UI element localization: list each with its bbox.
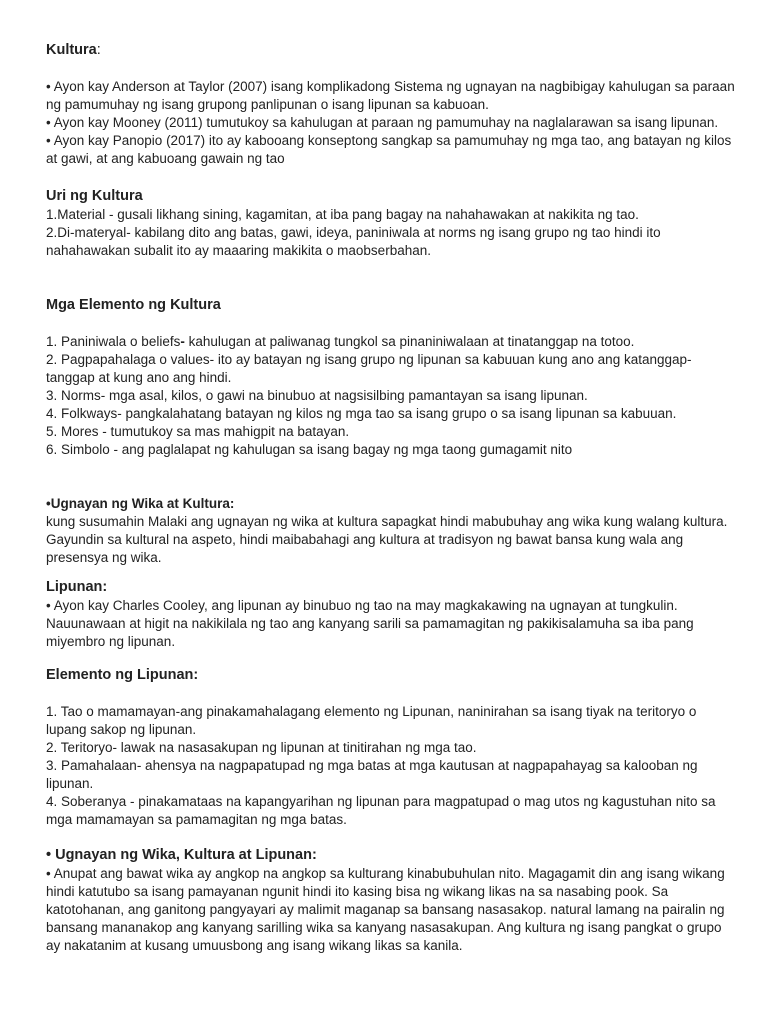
section-ugnayan-wika-kultura [46,495,736,567]
section-lipunan [46,577,736,651]
ugnayan-all-heading: • Ugnayan ng Wika, Kultura at Lipunan: [46,847,317,863]
kultura-item-2: • Ayon kay Mooney (2011) tumutukoy sa kahulugan at paraan ng pamumuhay na naglalarawan sa isang lipunan. [46,115,719,130]
lipunan-body: • Ayon kay Charles Cooley, ang lipunan ay binubuo ng tao na may magkakawing na ugnayan at tungkulin. Nauunawaan at higit na nakikilala ng tao ang kanyang sarili sa pamamagitan ng pakikisalamuha sa iba pang miyembro ng lipunan. [46,598,694,649]
elemento-kultura-heading: Mga Elemento ng Kultura [46,297,221,313]
kultura-item-3: • Ayon kay Panopio (2017) ito ay kabooang konseptong sangkap sa pamumuhay ng mga tao, ang batayan ng kilos at gawi, at ang kabuoang gawain ng tao [46,133,732,166]
ugnayan-wika-kultura-body: kung susumahin Malaki ang ugnayan ng wika at kultura sapagkat hindi mabubuhay ang wika kung walang kultura. Gayundin sa kultural na aspeto, hindi maibabahagi ang kultura at tradisyon ng bawat bansa kung wala ang presensya ng wika. [46,514,728,565]
elemento-lipunan-item-2: 2. Teritoryo- lawak na nasasakupan ng lipunan at tinitirahan ng mga tao. [46,740,477,755]
elemento-kultura-item-1-dash: - [180,334,185,349]
section-kultura [46,40,736,168]
ugnayan-wika-kultura-heading: •Ugnayan ng Wika at Kultura: [46,496,235,511]
elemento-lipunan-item-4: 4. Soberanya - pinakamataas na kapangyarihan ng lipunan para magpatupad o mag utos ng kagustuhan nito sa mga mamamayan sa pamamagitan ng mga batas. [46,794,716,827]
uri-item-2: 2.Di-materyal- kabilang dito ang batas, gawi, ideya, paniniwala at norms ng isang grupo ng tao hindi ito nahahawakan subalit ito ay maaaring makikita o maobserbahan. [46,225,661,258]
lipunan-heading: Lipunan: [46,579,108,595]
elemento-kultura-item-6: 6. Simbolo - ang paglalapat ng kahulugan sa isang bagay ng mga taong gumagamit nito [46,442,573,457]
elemento-kultura-item-3: 3. Norms- mga asal, kilos, o gawi na binubuo at nagsisilbing pamantayan sa isang lipunan. [46,388,588,403]
elemento-kultura-item-1 [46,333,736,351]
kultura-heading-line [46,40,736,60]
elemento-lipunan-item-1: 1. Tao o mamamayan-ang pinakamahalagang elemento ng Lipunan, naninirahan sa isang tiyak na teritoryo o lupang sakop ng lipunan. [46,704,697,737]
elemento-kultura-item-5: 5. Mores - tumutukoy sa mas mahigpit na batayan. [46,424,350,439]
elemento-lipunan-item-3: 3. Pamahalaan- ahensya na nagpapatupad ng mga batas at mga kautusan at nagpapahayag sa kalooban ng lipunan. [46,758,698,791]
section-uri-ng-kultura [46,186,736,260]
uri-item-1: 1.Material - gusali likhang sining, kagamitan, at iba pang bagay na nahahawakan at nakikita ng tao. [46,207,639,222]
document-page [46,40,736,955]
kultura-heading: Kultura [46,42,97,58]
section-elemento-kultura [46,295,736,459]
uri-heading: Uri ng Kultura [46,188,143,204]
elemento-kultura-item-4: 4. Folkways- pangkalahatang batayan ng kilos ng mga tao sa isang grupo o sa isang lipunan sa kabuuan. [46,406,677,421]
kultura-item-1: • Ayon kay Anderson at Taylor (2007) isang komplikadong Sistema ng ugnayan na nagbibigay kahulugan sa paraan ng pamumuhay ng isang grupong panlipunan o isang lipunan sa kabuoan. [46,79,735,112]
elemento-lipunan-heading: Elemento ng Lipunan: [46,667,199,683]
kultura-heading-colon: : [96,42,101,58]
elemento-kultura-item-2: 2. Pagpapahalaga o values- ito ay batayan ng isang grupo ng lipunan sa kabuuan kung ano ang katanggap-tanggap at kung ano ang hindi. [46,352,692,385]
section-elemento-lipunan [46,665,736,829]
ugnayan-all-body: • Anupat ang bawat wika ay angkop na angkop sa kulturang kinabubuhulan nito. Magagamit din ang isang wikang hindi katutubo sa isang pamayanan ngunit hindi ito kasing bisa ng wikang likas na sa nasabing pook. Sa katotohanan, ang ganitong pangyayari ay malimit maganap sa bansang nasasakop. natural lamang na pairalin ng bansang mananakop ang kanyang sarilling wika sa kanyang nasasakupan. Ang kultura ng isang pangkat o grupo ay nakatanim at kusang umuusbong ang isang wikang likas sa kanila. [46,866,725,953]
section-ugnayan-all [46,845,736,955]
elemento-kultura-item-1-term: 1. Paniniwala o beliefs [46,334,181,349]
elemento-kultura-item-1-desc: kahulugan at paliwanag tungkol sa pinaniniwalaan at tinatanggap na totoo. [184,334,635,349]
